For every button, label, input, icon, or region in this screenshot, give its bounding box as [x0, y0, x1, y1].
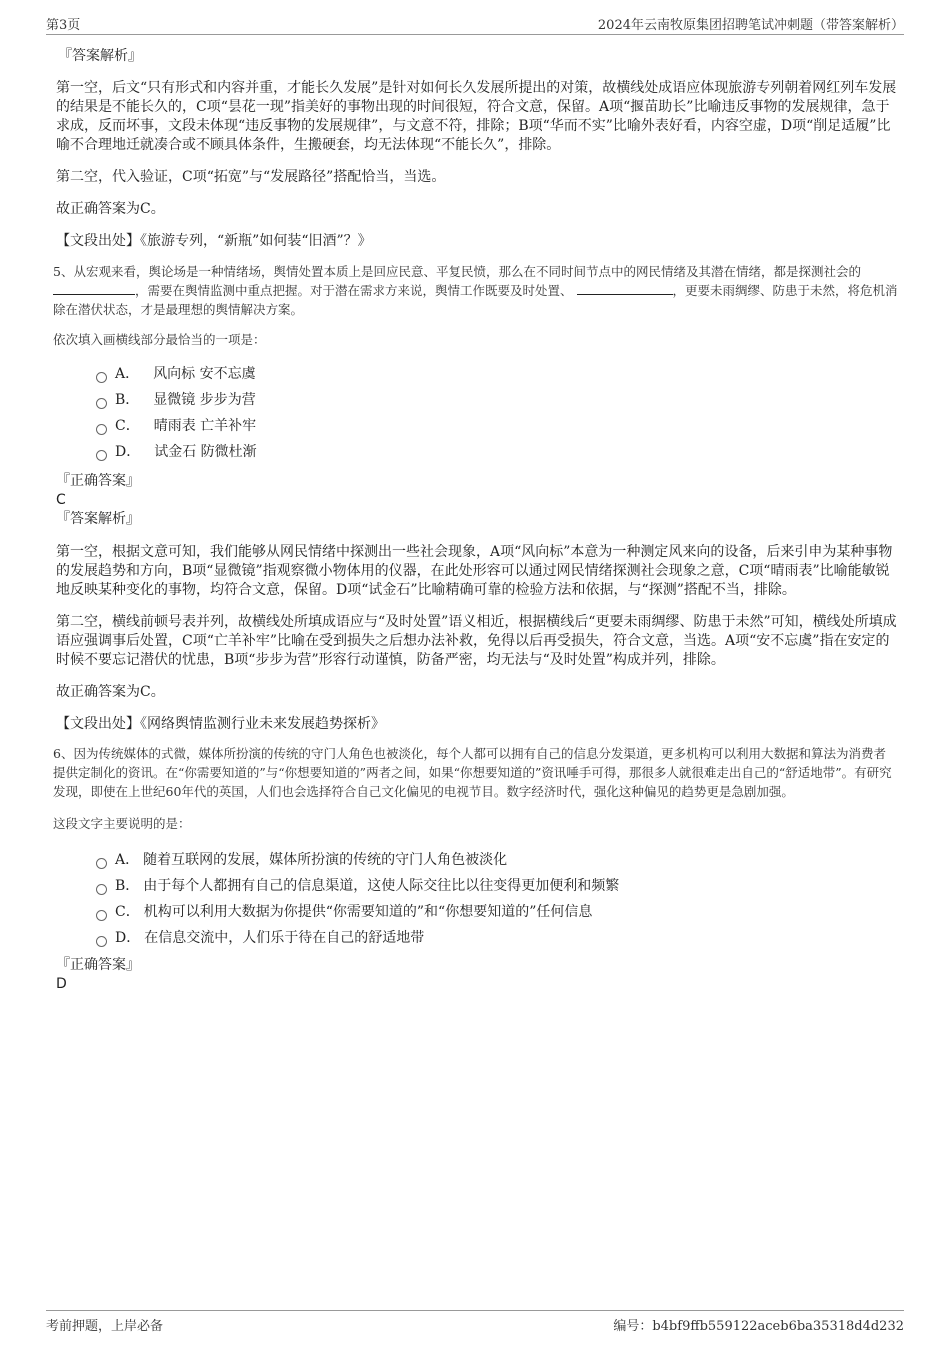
option-c[interactable]: C． 晴雨表 亡羊补牢	[96, 413, 898, 439]
analysis-paragraph: 第一空，后文“只有形式和内容并重，才能长久发展”是针对如何长久发展所提出的对策，故横线处成语应体现旅游专列朝着网红列车发展的结果是不能长久的，C项“昙花一现”指美好的事物出现的时间很短，符合文意，保留。A项“揠苗助长”比喻违反事物的发展规律，急于求成，反而坏事，文段未体现“违反事物的发展规律”，与文意不符，排除；B项“华而不实”比喻外表好看，内容空虚，D项“削足适履”比喻不合理地迁就凑合或不顾具体条件，生搬硬套，均无法体现“不能长久”，排除。	[56, 80, 897, 153]
option-d[interactable]: D． 试金石 防微杜渐	[96, 439, 898, 465]
radio-button[interactable]	[96, 398, 107, 409]
fill-blank	[577, 282, 673, 295]
page-number: 第3页	[46, 18, 81, 33]
option-a[interactable]: A． 随着互联网的发展，媒体所扮演的传统的守门人角色被淡化	[96, 847, 898, 873]
page-content	[53, 46, 898, 993]
source-citation: 【文段出处】《旅游专列，“新瓶”如何装“旧酒”？》	[56, 233, 372, 249]
option-list	[96, 361, 898, 465]
question-number: 6、	[53, 746, 74, 761]
correct-answer-heading: 『正确答案』	[56, 473, 140, 489]
radio-button[interactable]	[96, 884, 107, 895]
page-footer	[46, 1310, 904, 1333]
radio-button[interactable]	[96, 936, 107, 947]
option-c[interactable]: C． 机构可以利用大数据为你提供“你需要知道的”和“你想要知道的”任何信息	[96, 899, 898, 925]
analysis-paragraph: 第一空，根据文意可知，我们能够从网民情绪中探测出一些社会现象，A项“风向标”本意为一种测定风来向的设备，后来引申为某种事物的发展趋势和方向，B项“显微镜”指观察微小物体用的仪器，在此处形容可以通过网民情绪探测社会现象之意，C项“晴雨表”比喻能敏锐地反映某种变化的事物，均符合文意，保留。D项“试金石”比喻精确可靠的检验方法和依据，与“探测”搭配不当，排除。	[56, 544, 893, 598]
analysis-paragraph: 第二空，横线前顿号表并列，故横线处所填成语应与“及时处置”语义相近，根据横线后“更要未雨绸缪、防患于未然”可知，横线处所填成语应强调事后处置，C项“亡羊补牢”比喻在受到损失之后想办法补救，免得以后再受损失，符合文意，当选。A项“安不忘虞”指在安定的时候不要忘记潜伏的忧患，B项“步步为营”形容行动谨慎，防备严密，均无法与“及时处置”构成并列，排除。	[56, 614, 897, 668]
fill-blank	[53, 282, 135, 295]
footer-slogan: 考前押题，上岸必备	[46, 1319, 164, 1334]
analysis-conclusion: 故正确答案为C。	[56, 201, 165, 217]
option-a[interactable]: A． 风向标 安不忘虞	[96, 361, 898, 387]
radio-button[interactable]	[96, 450, 107, 461]
correct-answer-heading: 『正确答案』	[56, 957, 140, 973]
analysis-heading: 『答案解析』	[58, 48, 142, 64]
analysis-heading: 『答案解析』	[56, 511, 140, 527]
option-b[interactable]: B． 显微镜 步步为营	[96, 387, 898, 413]
question-prompt: 这段文字主要说明的是：	[53, 816, 191, 831]
source-citation: 【文段出处】《网络舆情监测行业未来发展趋势探析》	[56, 716, 385, 732]
radio-button[interactable]	[96, 424, 107, 435]
analysis-conclusion: 故正确答案为C。	[56, 684, 165, 700]
radio-button[interactable]	[96, 910, 107, 921]
option-b[interactable]: B． 由于每个人都拥有自己的信息渠道，这使人际交往比以往变得更加便利和频繁	[96, 873, 898, 899]
correct-answer: D	[56, 976, 67, 992]
document-code: 编号：b4bf9ffb559122aceb6ba35318d4d232	[613, 1319, 904, 1334]
radio-button[interactable]	[96, 372, 107, 383]
question-prompt: 依次填入画横线部分最恰当的一项是：	[53, 332, 266, 347]
option-list	[96, 847, 898, 951]
question-stem: 6、因为传统媒体的式微，媒体所扮演的传统的守门人角色也被淡化，每个人都可以拥有自己的信息分发渠道，更多机构可以利用大数据和算法为消费者提供定制化的资讯。在“你需要知道的”与“你想要知道的”两者之间，如果“你想要知道的”资讯唾手可得，那很多人就很难走出自己的“舒适地带”。有研究发现，即使在上世纪60年代的英国，人们也会选择符合自己文化偏见的电视节目。数字经济时代，强化这种偏见的趋势更是急剧加强。	[53, 746, 892, 799]
radio-button[interactable]	[96, 858, 107, 869]
analysis-paragraph: 第二空，代入验证，C项“拓宽”与“发展路径”搭配恰当，当选。	[56, 169, 446, 185]
question-number: 5、	[53, 264, 74, 279]
page-header	[46, 14, 904, 35]
document-title: 2024年云南牧原集团招聘笔试冲刺题（带答案解析）	[597, 18, 904, 33]
question-stem: 5、从宏观来看，舆论场是一种情绪场，舆情处置本质上是回应民意、平复民愤，那么在不同时间节点中的网民情绪及其潜在情绪，都是探测社会的 ，需要在舆情监测中重点把握。对于潜在需求方来说，舆情工作既要及时处置、 ，更要未雨绸缪、防患于未然，将危机消除在潜伏状态，才是最理想的舆情解决方案。	[53, 264, 898, 317]
correct-answer: C	[56, 492, 66, 508]
option-d[interactable]: D． 在信息交流中，人们乐于待在自己的舒适地带	[96, 925, 898, 951]
